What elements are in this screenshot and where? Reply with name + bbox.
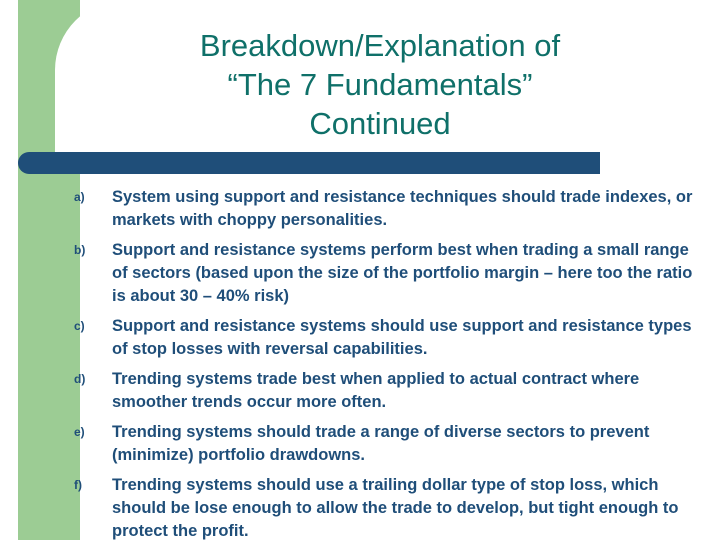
title-line-2: “The 7 Fundamentals”: [227, 67, 533, 102]
list-item-text: Support and resistance systems perform best when trading a small range of sectors (based upon the size of the portfolio margin – here too the ratio is about 30 – 40% risk): [112, 241, 693, 305]
list-item: [60, 315, 705, 361]
list-item-marker: c): [74, 319, 85, 333]
blue-divider-bar: [18, 152, 600, 174]
list-item-marker: b): [74, 243, 86, 257]
list-item-marker: d): [74, 372, 86, 386]
title-line-3: Continued: [309, 106, 451, 141]
page-title: [70, 26, 690, 143]
list-item-text: Trending systems should use a trailing dollar type of stop loss, which should be lose enough to allow the trade to develop, but tight enough to protect the profit.: [112, 476, 679, 540]
list-item-text: Trending systems should trade a range of diverse sectors to prevent (minimize) portfolio drawdowns.: [112, 423, 650, 464]
list-item-text: Support and resistance systems should use support and resistance types of stop losses with reversal capabilities.: [112, 317, 692, 358]
title-line-1: Breakdown/Explanation of: [199, 28, 561, 63]
list-item-text: System using support and resistance techniques should trade indexes, or markets with choppy personalities.: [112, 188, 693, 229]
list-item: [60, 186, 705, 232]
list-item: [60, 421, 705, 467]
list-item-marker: a): [74, 190, 85, 204]
bullet-list: [60, 186, 705, 540]
list-item: [60, 368, 705, 414]
list-item-marker: f): [74, 478, 82, 492]
list-item: [60, 474, 705, 540]
list-item-text: Trending systems trade best when applied to actual contract where smoother trends occur more often.: [112, 370, 640, 411]
list-item-marker: e): [74, 425, 85, 439]
list-item: [60, 239, 705, 308]
